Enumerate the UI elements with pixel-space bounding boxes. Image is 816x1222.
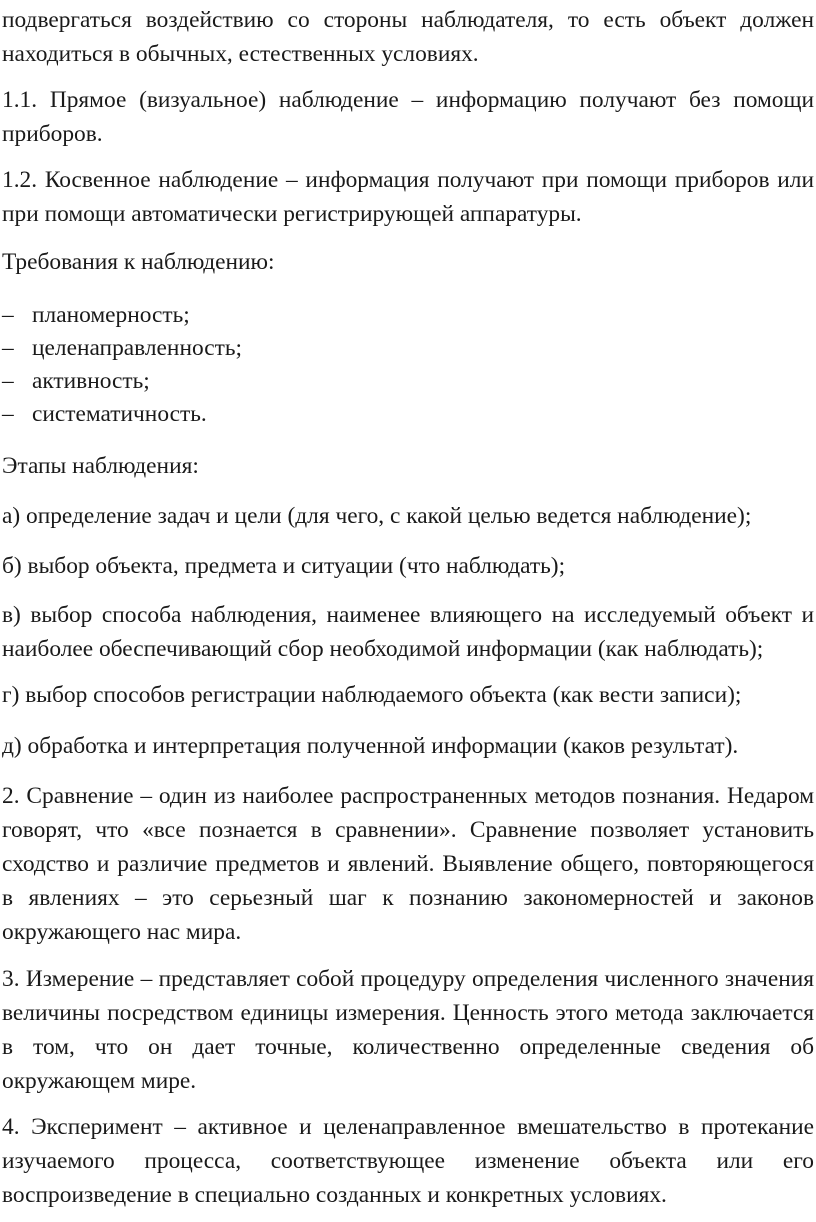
- stages-heading: Этапы наблюдения:: [2, 453, 199, 479]
- dash-bullet: –: [2, 302, 14, 328]
- stage-item: б) выбор объекта, предмета и ситуации (что наблюдать);: [2, 553, 566, 579]
- paragraph-comparison: 2. Сравнение – один из наиболее распространенных методов познания. Недаром говорят, что «все познается в сравнении». Сравнение позволяет установить сходство и различие предметов и явлений. Выявление общего, повторяющегося в явлениях – это серьезный шаг к познанию закономерностей и законов окружающего нас мира.: [2, 783, 814, 945]
- stage-item: г) выбор способов регистрации наблюдаемого объекта (как вести записи);: [2, 682, 742, 708]
- dash-bullet: –: [2, 335, 14, 361]
- stage-item: а) определение задач и цели (для чего, с какой целью ведется наблюдение);: [2, 503, 752, 529]
- list-item-text: систематичность.: [32, 401, 207, 427]
- paragraph-indirect-observation: 1.2. Косвенное наблюдение – информация получают при помощи приборов или при помощи автоматически регистрирующей аппаратуры.: [2, 167, 814, 227]
- paragraph-direct-observation: 1.1. Прямое (визуальное) наблюдение – информацию получают без помощи приборов.: [2, 87, 814, 147]
- paragraph-intro: подвергаться воздействию со стороны наблюдателя, то есть объект должен находиться в обычных, естественных условиях.: [2, 7, 814, 67]
- list-item-text: активность;: [32, 368, 150, 394]
- list-item-text: планомерность;: [32, 302, 190, 328]
- requirements-heading: Требования к наблюдению:: [2, 249, 275, 275]
- paragraph-experiment: 4. Эксперимент – активное и целенаправленное вмешательство в протекание изучаемого процесса, соответствующее изменение объекта или его воспроизведение в специально созданных и конкретных условиях.: [2, 1114, 814, 1208]
- dash-bullet: –: [2, 401, 14, 427]
- paragraph-measurement: 3. Измерение – представляет собой процедуру определения численного значения величины посредством единицы измерения. Ценность этого метода заключается в том, что он дает точные, количественно определенные сведения об окружающем мире.: [2, 966, 814, 1094]
- stage-item: в) выбор способа наблюдения, наименее влияющего на исследуемый объект и наиболее обеспечивающий сбор необходимой информации (как наблюдать);: [2, 602, 814, 662]
- dash-bullet: –: [2, 368, 14, 394]
- stage-item: д) обработка и интерпретация полученной информации (каков результат).: [2, 733, 739, 759]
- list-item-text: целенаправленность;: [32, 335, 243, 361]
